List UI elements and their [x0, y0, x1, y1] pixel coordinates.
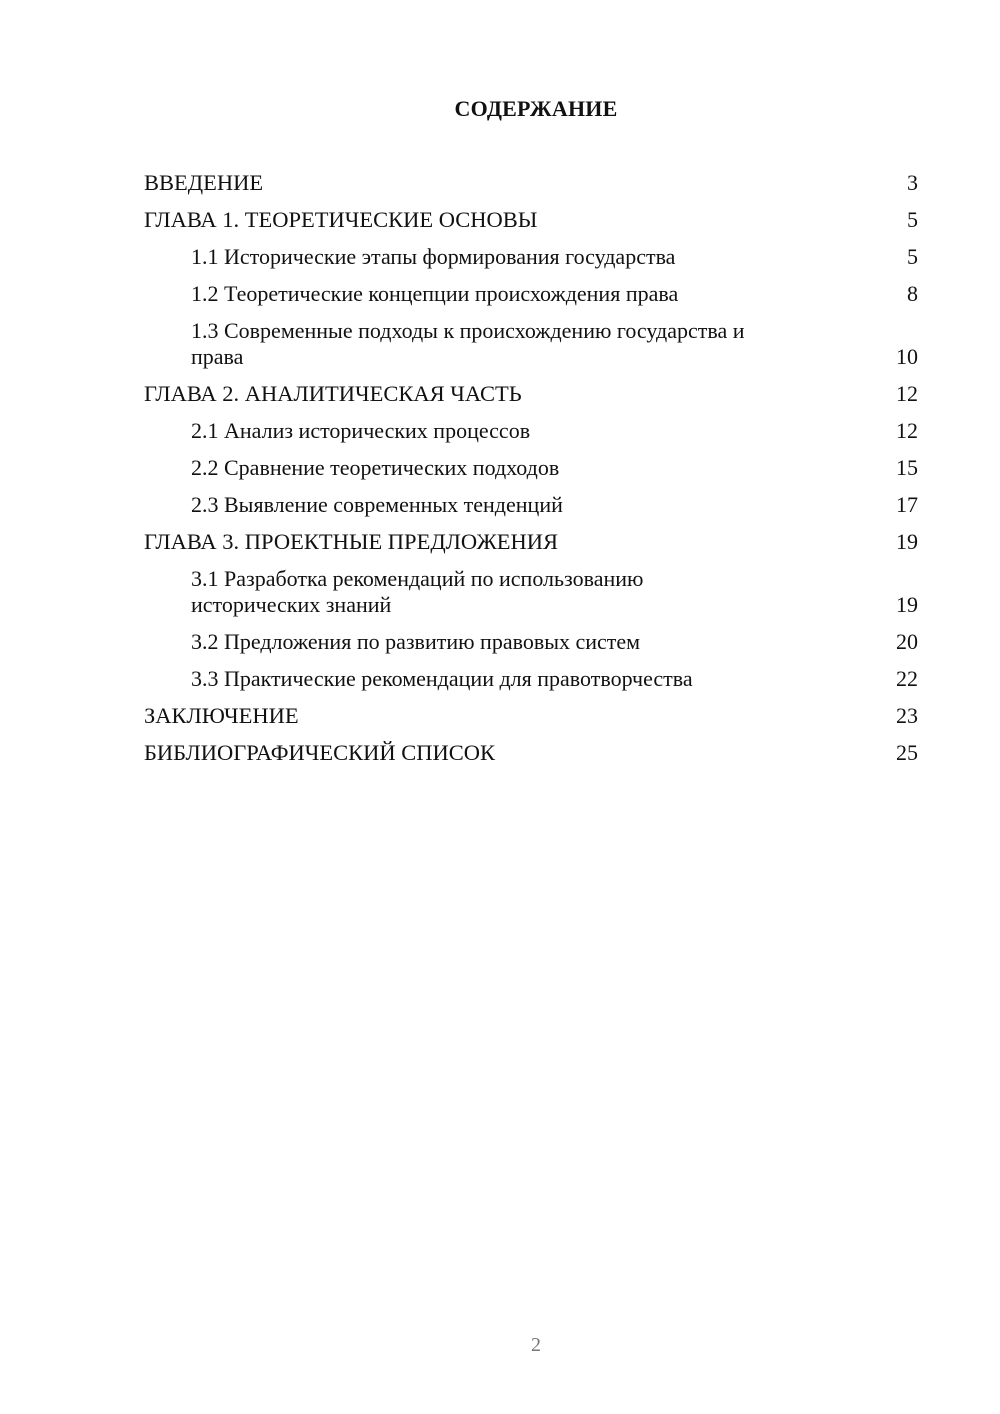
toc-entry-section-3-2[interactable] [144, 629, 918, 655]
toc-entry-chapter-1[interactable] [144, 207, 918, 233]
toc-entry-page: 3 [907, 170, 918, 195]
toc-entry-page: 12 [896, 418, 918, 443]
toc-entry-section-1-3[interactable] [144, 318, 918, 370]
toc-entry-section-3-3[interactable] [144, 666, 918, 692]
toc-entry-section-2-3[interactable] [144, 492, 918, 518]
toc-entry-label: ЗАКЛЮЧЕНИЕ [144, 703, 299, 728]
toc-entry-label: 2.3 Выявление современных тенденций [191, 492, 563, 517]
toc-entry-chapter-3[interactable] [144, 529, 918, 555]
toc-entry-page: 17 [896, 492, 918, 517]
toc-entry-page: 5 [907, 244, 918, 269]
toc-entry-section-1-1[interactable] [144, 244, 918, 270]
toc-entry-page: 23 [896, 703, 918, 728]
toc-entry-page: 20 [896, 629, 918, 654]
toc-entry-label: 3.1 Разработка рекомендаций по использованию исторических знаний [191, 566, 644, 617]
toc-entry-label: 3.3 Практические рекомендации для правотворчества [191, 666, 693, 691]
toc-entry-page: 22 [896, 666, 918, 691]
toc-entry-page: 5 [907, 207, 918, 232]
page-title: СОДЕРЖАНИЕ [454, 96, 618, 121]
toc-entry-section-1-2[interactable] [144, 281, 918, 307]
toc-entry-conclusion[interactable] [144, 703, 918, 729]
toc-entry-label: 3.2 Предложения по развитию правовых систем [191, 629, 641, 654]
toc-entry-section-3-1[interactable] [144, 566, 918, 618]
toc-entry-page: 10 [896, 344, 918, 369]
toc-entry-label: ГЛАВА 1. ТЕОРЕТИЧЕСКИЕ ОСНОВЫ [144, 207, 538, 232]
toc-entry-label: 1.3 Современные подходы к происхождению государства и права [191, 318, 745, 369]
toc-entry-section-2-1[interactable] [144, 418, 918, 444]
toc-entry-label: 1.2 Теоретические концепции происхождения права [191, 281, 679, 306]
toc-entry-page: 12 [896, 381, 918, 406]
table-of-contents [144, 170, 918, 777]
toc-entry-page: 19 [896, 592, 918, 617]
toc-entry-label: 2.1 Анализ исторических процессов [191, 418, 531, 443]
toc-entry-page: 19 [896, 529, 918, 554]
toc-entry-introduction[interactable] [144, 170, 918, 196]
toc-entry-label: ГЛАВА 2. АНАЛИТИЧЕСКАЯ ЧАСТЬ [144, 381, 522, 406]
toc-entry-label: БИБЛИОГРАФИЧЕСКИЙ СПИСОК [144, 740, 496, 765]
toc-entry-label: ГЛАВА 3. ПРОЕКТНЫЕ ПРЕДЛОЖЕНИЯ [144, 529, 559, 554]
toc-entry-bibliography[interactable] [144, 740, 918, 766]
toc-entry-label: 2.2 Сравнение теоретических подходов [191, 455, 560, 480]
toc-entry-page: 25 [896, 740, 918, 765]
page-number: 2 [531, 1334, 541, 1356]
toc-entry-page: 8 [907, 281, 918, 306]
toc-entry-page: 15 [896, 455, 918, 480]
toc-entry-section-2-2[interactable] [144, 455, 918, 481]
toc-entry-label: ВВЕДЕНИЕ [144, 170, 264, 195]
toc-entry-chapter-2[interactable] [144, 381, 918, 407]
toc-entry-label: 1.1 Исторические этапы формирования государства [191, 244, 676, 269]
